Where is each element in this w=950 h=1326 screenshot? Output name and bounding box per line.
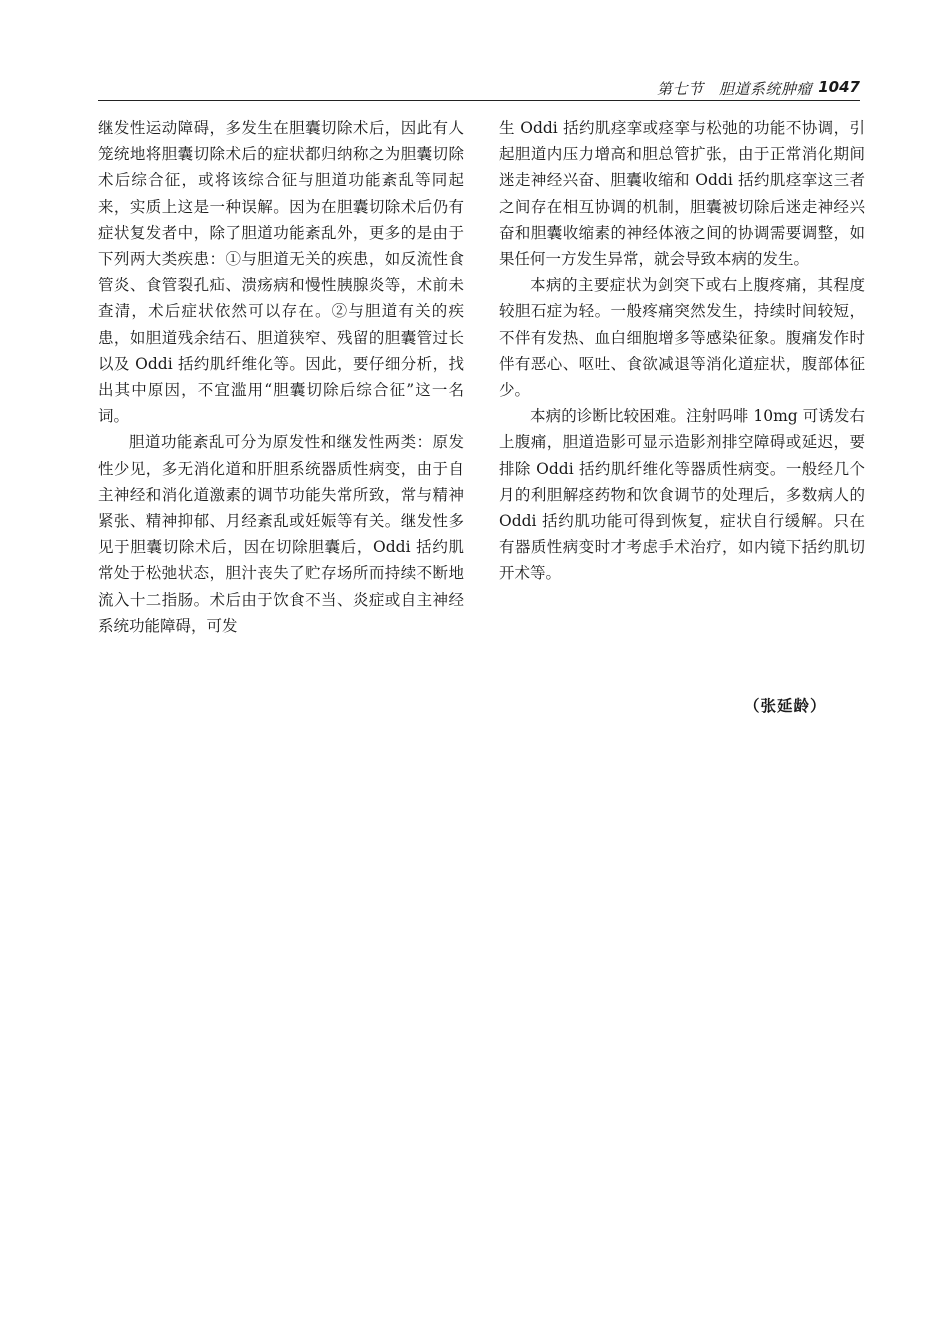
paragraph: 本病的主要症状为剑突下或右上腹疼痛，其程度较胆石症为轻。一般疼痛突然发生，持续时间较短，不伴有发热、血白细胞增多等感染征象。腹痛发作时伴有恶心、呕吐、食欲减退等消化道症状，腹部体征少。 — [499, 276, 865, 400]
page-number: 1047 — [818, 78, 860, 96]
left-column — [98, 115, 464, 639]
paragraph: 继发性运动障碍，多发生在胆囊切除术后，因此有人笼统地将胆囊切除术后的症状都归纳称之为胆囊切除术后综合征，或将该综合征与胆道功能紊乱等同起来，实质上这是一种误解。因为在胆囊切除术后仍有症状复发者中，除了胆道功能紊乱外，更多的是由于下列两大类疾患：①与胆道无关的疾患，如反流性食管炎、食管裂孔疝、溃疡病和慢性胰腺炎等，术前未查清，术后症状依然可以存在。②与胆道有关的疾患，如胆道残余结石、胆道狭窄、残留的胆囊管过长以及 Oddi 括约肌纤维化等。因此，要仔细分析，找出其中原因，不宜滥用“胆囊切除后综合征”这一名词。 — [98, 119, 464, 426]
paragraph: 胆道功能紊乱可分为原发性和继发性两类：原发性少见，多无消化道和肝胆系统器质性病变，由于自主神经和消化道激素的调节功能失常所致，常与精神紧张、精神抑郁、月经紊乱或妊娠等有关。继发性多见于胆囊切除术后，因在切除胆囊后，Oddi 括约肌常处于松弛状态，胆汁丧失了贮存场所而持续不断地流入十二指肠。术后由于饮食不当、炎症或自主神经系统功能障碍，可发 — [98, 433, 464, 635]
paragraph: 本病的诊断比较困难。注射吗啡 10mg 可诱发右上腹痛，胆道造影可显示造影剂排空障碍或延迟，要排除 Oddi 括约肌纤维化等器质性病变。一般经几个月的利胆解痉药物和饮食调节的处理后，多数病人的 Oddi 括约肌功能可得到恢复，症状自行缓解。只在有器质性病变时才考虑手术治疗，如内镜下括约肌切开术等。 — [499, 407, 865, 583]
page-header — [98, 76, 860, 101]
running-head: 第七节 胆道系统肿瘤 — [656, 80, 812, 98]
right-column — [499, 115, 865, 587]
author-credit: （张延龄） — [744, 697, 827, 715]
paragraph: 生 Oddi 括约肌痉挛或痉挛与松弛的功能不协调，引起胆道内压力增高和胆总管扩张，由于正常消化期间迷走神经兴奋、胆囊收缩和 Oddi 括约肌痉挛这三者之间存在相互协调的机制，胆囊被切除后迷走神经兴奋和胆囊收缩素的神经体液之间的协调需要调整，如果任何一方发生异常，就会导致本病的发生。 — [499, 119, 865, 269]
